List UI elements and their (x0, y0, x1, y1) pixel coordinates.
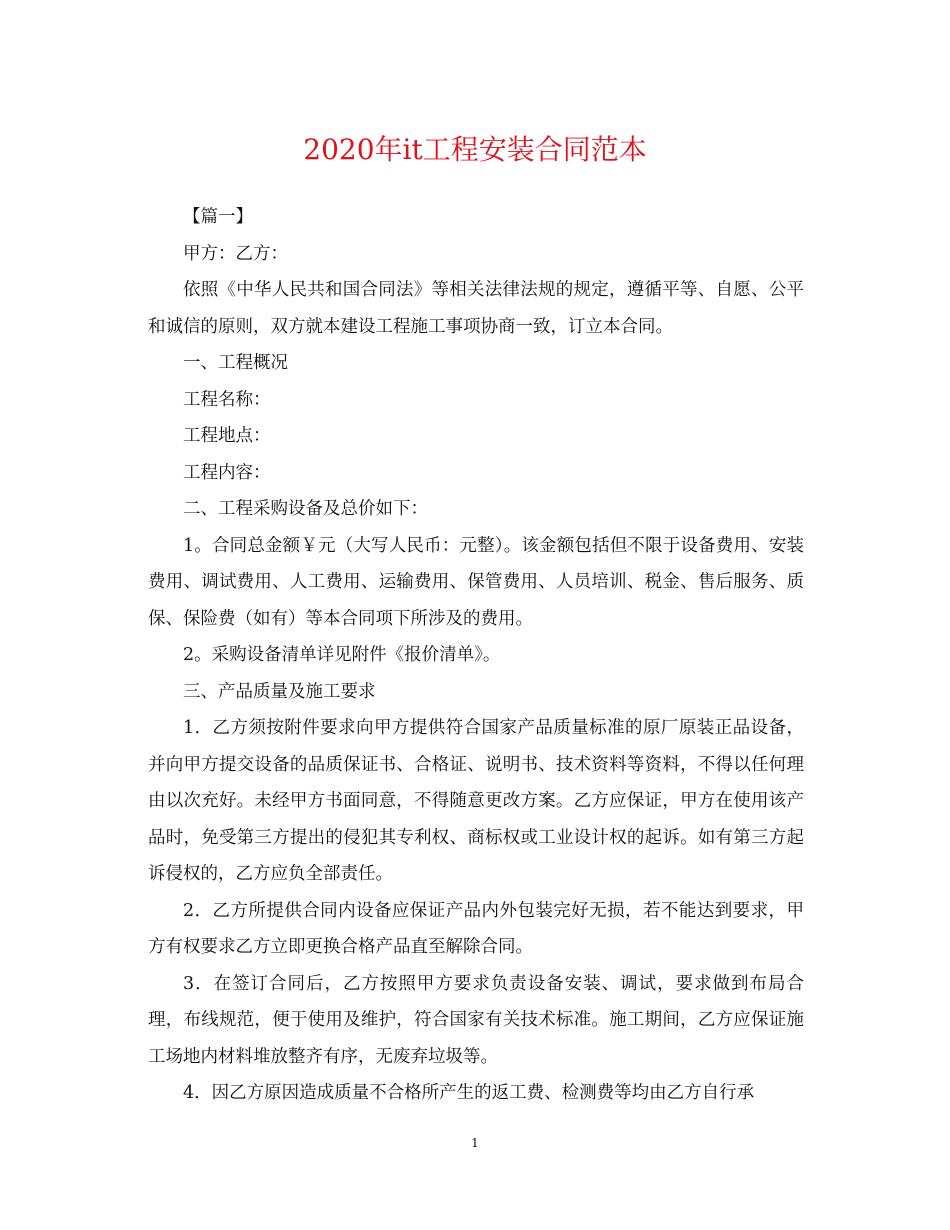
document-title: 2020年it工程安装合同范本 (303, 133, 647, 166)
section-heading-equipment-price: 二、工程采购设备及总价如下： (183, 499, 428, 519)
intro-paragraph: 依照《中华人民共和国合同法》等相关法律法规的规定，遵循平等、自愿、公平和诚信的原则，双方就本建设工程施工事项协商一致，订立本合同。 (148, 280, 804, 337)
clause-quality-3: 3．在签订合同后，乙方按照甲方要求负责设备安装、调试，要求做到布局合理，布线规范，便于使用及维护，符合国家有关技术标准。施工期间，乙方应保证施工场地内材料堆放整齐有序，无废弃垃圾等。 (148, 973, 804, 1067)
clause-equipment-list: 2。采购设备清单详见附件《报价清单》。 (183, 645, 501, 665)
project-location-line: 工程地点： (183, 426, 271, 446)
page-number: 1 (471, 1136, 479, 1150)
clause-total-amount: 1。合同总金额￥元（大写人民币：元整）。该金额包括但不限于设备费用、安装费用、调试费用、人工费用、运输费用、保管费用、人员培训、税金、售后服务、质保、保险费（如有）等本合同项下所涉及的费用。 (148, 535, 804, 629)
document-body (148, 199, 804, 1112)
section-heading-quality-requirements: 三、产品质量及施工要求 (183, 681, 376, 702)
project-content-line: 工程内容： (183, 462, 271, 483)
section-heading-project-overview: 一、工程概况 (183, 353, 288, 373)
project-name-line: 工程名称： (183, 389, 271, 410)
clause-quality-4: 4．因乙方原因造成质量不合格所产生的返工费、检测费等均由乙方自行承 (183, 1083, 755, 1103)
clause-quality-1: 1．乙方须按附件要求向甲方提供符合国家产品质量标准的原厂原装正品设备，并向甲方提交设备的品质保证书、合格证、说明书、技术资料等资料，不得以任何理由以次充好。未经甲方书面同意，不得随意更改方案。乙方应保证，甲方在使用该产品时，免受第三方提出的侵犯其专利权、商标权或工业设计权的起诉。如有第三方起诉侵权的，乙方应负全部责任。 (148, 718, 804, 884)
clause-quality-2: 2．乙方所提供合同内设备应保证产品内外包装完好无损，若不能达到要求，甲方有权要求乙方立即更换合格产品直至解除合同。 (148, 900, 804, 957)
party-line: 甲方：乙方： (183, 243, 288, 264)
section-heading-part-one: 【篇一】 (183, 207, 253, 227)
